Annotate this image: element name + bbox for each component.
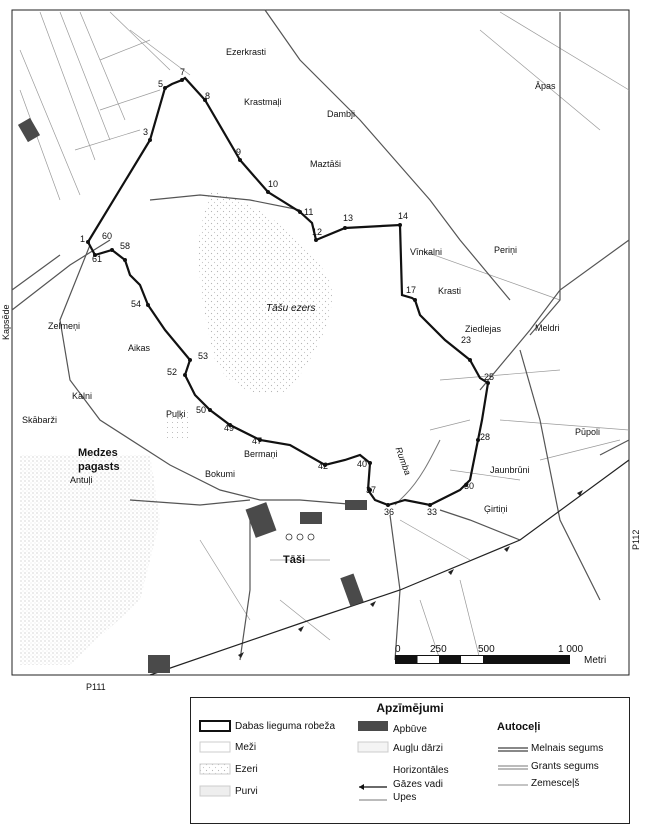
place-label: Skābarži xyxy=(22,415,58,425)
legend-buildings: Apbūve xyxy=(393,724,427,735)
legend-forest: Meži xyxy=(235,742,257,753)
place-label: Jaunbrūni xyxy=(490,465,530,475)
river-label: Rumba xyxy=(393,445,413,477)
point-number: 13 xyxy=(343,213,354,223)
point-number: 9 xyxy=(236,147,242,157)
gas-swatch xyxy=(357,782,389,792)
point-number: 14 xyxy=(398,211,409,221)
side-label-left: Kapsēde xyxy=(1,304,11,340)
point-number: 30 xyxy=(464,481,475,491)
buildings-swatch xyxy=(357,720,389,732)
legend-gas: Gāzes vadi xyxy=(393,779,444,790)
place-label: Antuļi xyxy=(70,475,93,485)
scale-tick: 500 xyxy=(478,644,495,655)
point-number: 8 xyxy=(205,91,211,101)
place-label: Ezerkrasti xyxy=(226,47,267,57)
point-number: 28 xyxy=(480,432,491,442)
boundary-swatch xyxy=(199,720,231,732)
place-label: Periņi xyxy=(494,245,518,255)
point-number: 1 xyxy=(80,234,86,244)
point-number: 50 xyxy=(196,405,207,415)
point-number: 12 xyxy=(312,227,323,237)
point-number: 54 xyxy=(131,299,142,309)
point-number: 42 xyxy=(318,461,329,471)
place-label: Krastmaļi xyxy=(244,97,282,107)
scale-unit: Metri xyxy=(584,655,607,666)
legend-boundary: Dabas lieguma robeža xyxy=(235,721,336,732)
point-number: 36 xyxy=(384,507,395,517)
scale-tick: 0 xyxy=(395,644,401,655)
point-number: 58 xyxy=(120,241,131,251)
point-number: 25 xyxy=(484,372,495,382)
legend-rivers: Upes xyxy=(393,792,417,803)
lake-label: Tāšu ezers xyxy=(266,303,316,314)
point-number: 60 xyxy=(102,231,113,241)
point-number: 3 xyxy=(143,127,149,137)
side-label-right: P112 xyxy=(631,529,641,550)
point-number: 47 xyxy=(252,436,263,446)
forest-swatch xyxy=(199,741,231,753)
point-number: 23 xyxy=(461,335,472,345)
place-label: Puļķi xyxy=(166,409,186,419)
place-label: Dambji xyxy=(327,109,356,119)
legend-contours: Horizontāles xyxy=(393,765,449,776)
place-label: Āpas xyxy=(535,81,556,91)
point-number: 37 xyxy=(366,485,377,495)
road-dirt-swatch xyxy=(497,782,529,788)
rivers-swatch xyxy=(357,796,389,804)
place-label: Krasti xyxy=(438,286,462,296)
place-label: Pūpoli xyxy=(575,427,601,437)
point-number: 33 xyxy=(427,507,438,517)
road-label-p111: P111 xyxy=(86,682,106,692)
place-label: Meldri xyxy=(535,323,560,333)
legend-road-black: Melnais segums xyxy=(531,743,604,754)
municipality-label: pagasts xyxy=(78,461,120,473)
point-number: 49 xyxy=(224,423,235,433)
legend xyxy=(190,697,630,824)
place-label: Aikas xyxy=(128,343,151,353)
point-number: 52 xyxy=(167,367,178,377)
legend-orchards: Augļu dārzi xyxy=(393,743,444,754)
legend-roads-title: Autoceļi xyxy=(497,721,541,733)
point-number: 11 xyxy=(304,207,314,217)
point-number: 7 xyxy=(180,67,186,77)
legend-bogs: Purvi xyxy=(235,786,258,797)
road-gravel-swatch xyxy=(497,764,529,772)
place-label: Vīnkalni xyxy=(410,247,443,257)
scale-tick: 250 xyxy=(430,644,447,655)
scale-tick: 1 000 xyxy=(558,644,584,655)
point-number: 40 xyxy=(357,459,368,469)
place-label: Maztāši xyxy=(310,159,342,169)
point-number: 17 xyxy=(406,285,417,295)
place-label: Ģirtiņi xyxy=(484,504,508,514)
point-number: 53 xyxy=(198,351,209,361)
place-label: Kalni xyxy=(72,391,93,401)
legend-road-gravel: Grants segums xyxy=(531,761,599,772)
bogs-swatch xyxy=(199,785,231,797)
lakes-swatch xyxy=(199,763,231,775)
place-label: Bermaņi xyxy=(244,449,278,459)
point-number: 10 xyxy=(268,179,279,189)
village-label: Tāši xyxy=(283,554,306,566)
legend-title: Apzīmējumi xyxy=(376,701,444,715)
place-label: Ziedlejas xyxy=(465,324,502,334)
legend-lakes: Ezeri xyxy=(235,764,258,775)
place-label: Zelmeņi xyxy=(48,321,81,331)
place-label: Bokumi xyxy=(205,469,236,479)
legend-road-dirt: Zemesceļš xyxy=(531,778,580,789)
municipality-label: Medzes xyxy=(78,447,118,459)
point-number: 5 xyxy=(158,79,164,89)
point-number: 61 xyxy=(92,254,103,264)
road-black-swatch xyxy=(497,746,529,754)
orchards-swatch xyxy=(357,741,389,753)
